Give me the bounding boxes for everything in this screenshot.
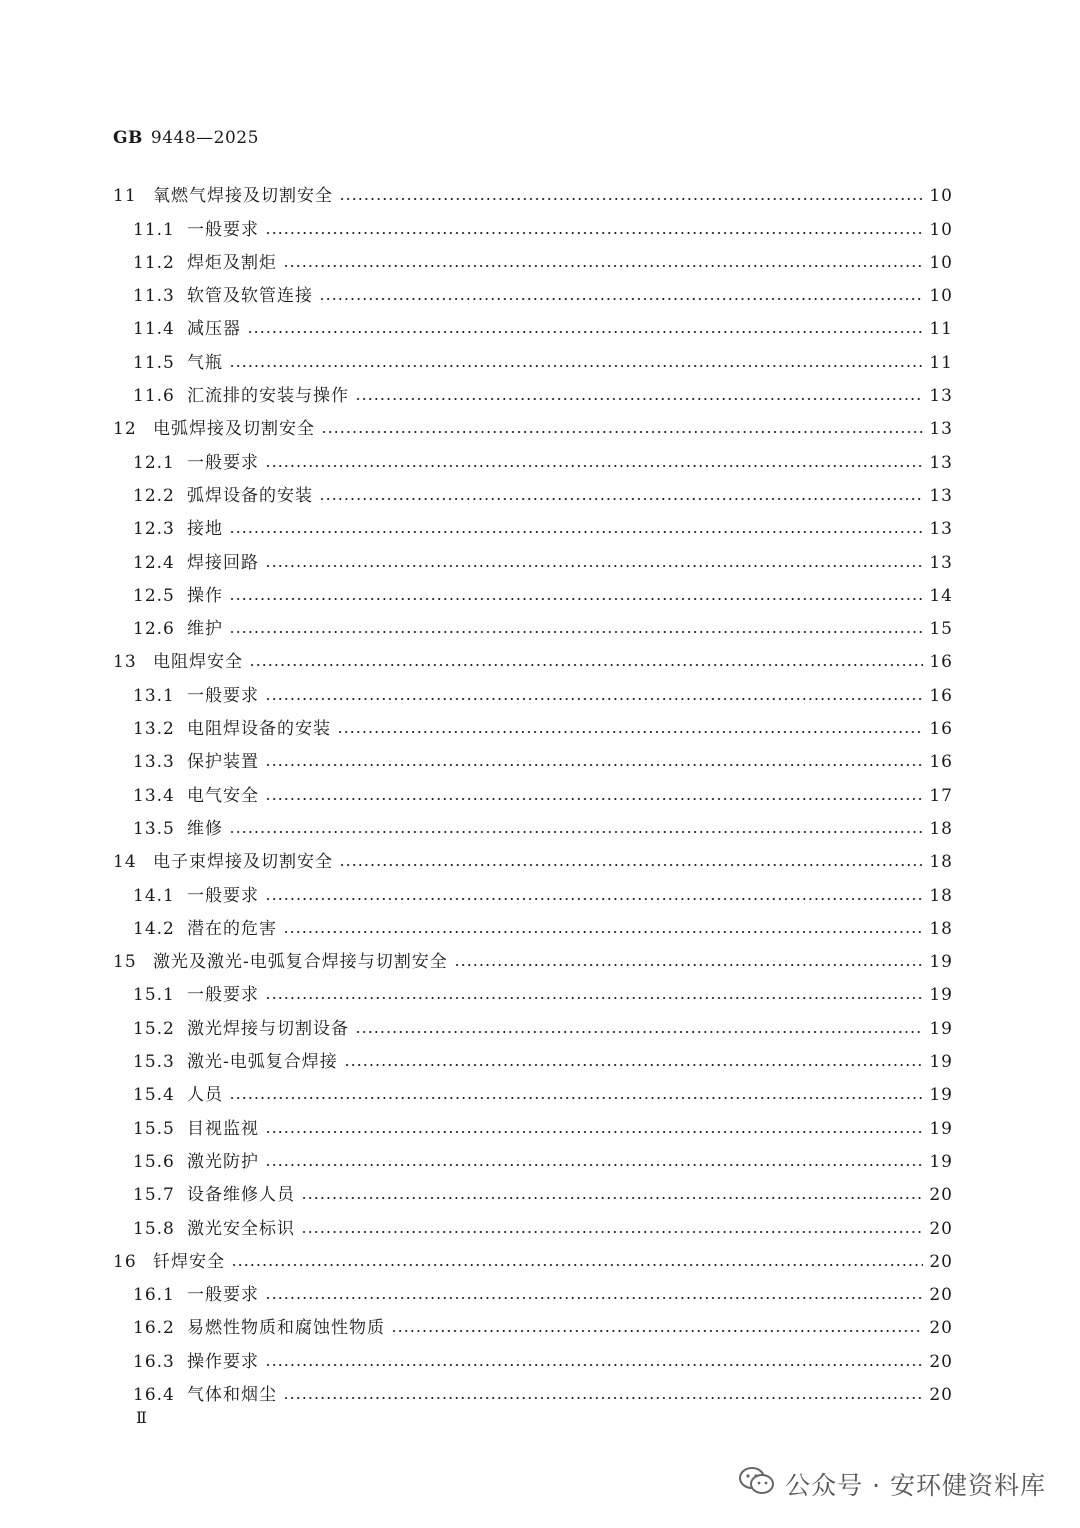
toc-entry — [113, 806, 953, 839]
toc-entry — [113, 872, 953, 905]
toc-entry-title: 操作要求 — [187, 1351, 259, 1372]
toc-leader-dots — [265, 1297, 923, 1299]
toc-leader-dots — [454, 964, 923, 966]
toc-entry-number: 12.2 — [133, 485, 175, 506]
toc-leader-dots — [229, 631, 923, 633]
toc-entry-number: 15.4 — [133, 1085, 175, 1106]
toc-entry — [113, 373, 953, 406]
toc-entry-page: 19 — [929, 1052, 953, 1073]
toc-entry — [113, 273, 953, 306]
toc-leader-dots — [229, 365, 923, 367]
toc-entry — [113, 1105, 953, 1138]
toc-entry-number: 11.4 — [133, 319, 175, 340]
toc-entry-title: 维护 — [187, 619, 223, 640]
toc-entry — [113, 1139, 953, 1172]
toc-leader-dots — [283, 1397, 923, 1399]
toc-entry-number: 15.1 — [133, 985, 175, 1006]
toc-entry-number: 16.4 — [133, 1384, 175, 1405]
toc-entry — [113, 240, 953, 273]
toc-entry-number: 13.4 — [133, 785, 175, 806]
toc-entry-page: 13 — [929, 386, 953, 407]
toc-entry — [113, 739, 953, 772]
toc-leader-dots — [319, 298, 923, 300]
toc-entry-page: 18 — [929, 852, 953, 873]
toc-entry — [113, 1172, 953, 1205]
toc-entry-title: 减压器 — [187, 319, 241, 340]
toc-entry-number: 12.5 — [133, 585, 175, 606]
toc-entry-number: 11.2 — [133, 252, 175, 273]
toc-entry-page: 20 — [929, 1351, 953, 1372]
toc-entry-title: 软管及软管连接 — [187, 286, 313, 307]
toc-entry-title: 一般要求 — [187, 1285, 259, 1306]
toc-entry-page: 16 — [929, 752, 953, 773]
toc-entry-title: 激光防护 — [187, 1151, 259, 1172]
toc-leader-dots — [339, 864, 923, 866]
toc-entry — [113, 473, 953, 506]
toc-leader-dots — [355, 398, 923, 400]
toc-entry-page: 13 — [929, 452, 953, 473]
toc-entry-number: 16 — [113, 1251, 137, 1272]
toc-entry-title: 电子束焊接及切割安全 — [153, 852, 333, 873]
toc-entry — [113, 839, 953, 872]
toc-entry — [113, 506, 953, 539]
toc-leader-dots — [283, 265, 923, 267]
toc-entry-page: 18 — [929, 918, 953, 939]
toc-leader-dots — [265, 764, 923, 766]
toc-entry — [113, 539, 953, 572]
toc-entry-page: 11 — [929, 319, 953, 340]
toc-entry-title: 激光-电弧复合焊接 — [187, 1052, 338, 1073]
toc-entry — [113, 1239, 953, 1272]
toc-entry — [113, 1372, 953, 1405]
toc-entry — [113, 306, 953, 339]
toc-leader-dots — [229, 531, 923, 533]
toc-entry-title: 焊接回路 — [187, 552, 259, 573]
toc-entry-number: 14.2 — [133, 918, 175, 939]
toc-entry-title: 气瓶 — [187, 352, 223, 373]
toc-entry-number: 14 — [113, 852, 137, 873]
toc-entry-number: 16.2 — [133, 1318, 175, 1339]
toc-entry-number: 15.5 — [133, 1118, 175, 1139]
toc-entry-title: 电阻焊设备的安装 — [187, 719, 331, 740]
toc-entry — [113, 606, 953, 639]
toc-entry-number: 16.1 — [133, 1285, 175, 1306]
toc-entry — [113, 639, 953, 672]
toc-entry-title: 一般要求 — [187, 452, 259, 473]
toc-entry-number: 15.7 — [133, 1185, 175, 1206]
toc-entry-title: 易燃性物质和腐蚀性物质 — [187, 1318, 385, 1339]
toc-leader-dots — [319, 498, 923, 500]
toc-entry-title: 电气安全 — [187, 785, 259, 806]
toc-entry-number: 15 — [113, 952, 137, 973]
toc-entry-page: 20 — [929, 1318, 953, 1339]
toc-entry-page: 16 — [929, 652, 953, 673]
toc-entry-number: 11.6 — [133, 386, 175, 407]
toc-entry — [113, 573, 953, 606]
toc-entry-page: 14 — [929, 585, 953, 606]
toc-entry-title: 目视监视 — [187, 1118, 259, 1139]
toc-entry-number: 12.6 — [133, 619, 175, 640]
toc-entry-number: 13 — [113, 652, 137, 673]
toc-leader-dots — [247, 331, 923, 333]
toc-leader-dots — [339, 198, 923, 200]
toc-entry-number: 12.4 — [133, 552, 175, 573]
toc-entry-title: 一般要求 — [187, 685, 259, 706]
toc-entry-number: 11.3 — [133, 286, 175, 307]
toc-entry-number: 12 — [113, 419, 137, 440]
toc-leader-dots — [229, 598, 923, 600]
toc-leader-dots — [344, 1064, 923, 1066]
toc-entry-page: 11 — [929, 352, 953, 373]
toc-entry — [113, 706, 953, 739]
toc-entry-title: 一般要求 — [187, 985, 259, 1006]
toc-entry-page: 13 — [929, 552, 953, 573]
toc-leader-dots — [337, 731, 923, 733]
toc-entry-page: 13 — [929, 419, 953, 440]
toc-entry — [113, 1072, 953, 1105]
toc-entry — [113, 206, 953, 239]
toc-entry-page: 20 — [929, 1218, 953, 1239]
toc-entry-page: 20 — [929, 1185, 953, 1206]
toc-entry-title: 弧焊设备的安装 — [187, 485, 313, 506]
watermark-text: 公众号 · 安环健资料库 — [785, 1471, 1046, 1500]
toc-entry-page: 19 — [929, 985, 953, 1006]
toc-entry — [113, 439, 953, 472]
watermark — [739, 1466, 1046, 1502]
toc-entry-title: 氧燃气焊接及切割安全 — [153, 186, 333, 207]
toc-entry-page: 20 — [929, 1285, 953, 1306]
toc-entry — [113, 173, 953, 206]
toc-entry — [113, 1039, 953, 1072]
toc-entry — [113, 1205, 953, 1238]
toc-leader-dots — [283, 931, 923, 933]
toc-entry — [113, 406, 953, 439]
toc-entry-number: 11 — [113, 186, 137, 207]
toc-entry-page: 15 — [929, 619, 953, 640]
toc-entry-number: 13.2 — [133, 719, 175, 740]
toc-entry — [113, 1338, 953, 1371]
toc-entry-page: 16 — [929, 719, 953, 740]
standard-code: 9448—2025 — [150, 128, 259, 148]
toc-entry-page: 10 — [929, 252, 953, 273]
toc-entry — [113, 339, 953, 372]
toc-entry-title: 气体和烟尘 — [187, 1384, 277, 1405]
toc-entry-page: 17 — [929, 785, 953, 806]
toc-leader-dots — [391, 1330, 923, 1332]
toc-entry-title: 电弧焊接及切割安全 — [153, 419, 315, 440]
toc-entry-number: 13.1 — [133, 685, 175, 706]
toc-entry — [113, 1305, 953, 1338]
toc-entry-number: 11.1 — [133, 219, 175, 240]
document-header — [113, 128, 259, 148]
toc-leader-dots — [265, 997, 923, 999]
toc-entry-number: 15.6 — [133, 1151, 175, 1172]
toc-leader-dots — [265, 898, 923, 900]
toc-entry-title: 激光安全标识 — [187, 1218, 295, 1239]
toc-entry-page: 20 — [929, 1384, 953, 1405]
toc-entry-number: 15.3 — [133, 1052, 175, 1073]
toc-entry — [113, 1272, 953, 1305]
toc-leader-dots — [265, 798, 923, 800]
toc-leader-dots — [301, 1231, 923, 1233]
toc-entry-page: 19 — [929, 1085, 953, 1106]
toc-entry-page: 18 — [929, 885, 953, 906]
toc-entry-title: 设备维修人员 — [187, 1185, 295, 1206]
toc-leader-dots — [301, 1197, 923, 1199]
toc-entry-title: 保护装置 — [187, 752, 259, 773]
toc-entry-title: 激光及激光-电弧复合焊接与切割安全 — [153, 952, 448, 973]
page-number: Ⅱ — [136, 1408, 147, 1427]
toc-entry-number: 12.3 — [133, 519, 175, 540]
toc-entry-number: 12.1 — [133, 452, 175, 473]
toc-leader-dots — [265, 565, 923, 567]
toc-leader-dots — [265, 1164, 923, 1166]
toc-entry-title: 一般要求 — [187, 219, 259, 240]
toc-entry-number: 16.3 — [133, 1351, 175, 1372]
toc-entry-number: 13.3 — [133, 752, 175, 773]
toc-entry-page: 19 — [929, 1018, 953, 1039]
toc-entry-title: 激光焊接与切割设备 — [187, 1018, 349, 1039]
toc-entry — [113, 906, 953, 939]
toc-leader-dots — [355, 1031, 923, 1033]
toc-entry-number: 11.5 — [133, 352, 175, 373]
toc-entry — [113, 672, 953, 705]
wechat-icon — [739, 1466, 775, 1502]
toc-entry-number: 14.1 — [133, 885, 175, 906]
toc-entry-number: 15.8 — [133, 1218, 175, 1239]
toc-leader-dots — [229, 1097, 923, 1099]
toc-entry-title: 焊炬及割炬 — [187, 252, 277, 273]
toc-entry-page: 20 — [929, 1251, 953, 1272]
toc-leader-dots — [265, 465, 923, 467]
toc-entry-number: 15.2 — [133, 1018, 175, 1039]
table-of-contents — [113, 173, 953, 1405]
toc-entry-title: 一般要求 — [187, 885, 259, 906]
toc-entry-page: 19 — [929, 952, 953, 973]
toc-entry-number: 13.5 — [133, 818, 175, 839]
toc-entry-page: 10 — [929, 219, 953, 240]
toc-entry — [113, 939, 953, 972]
toc-leader-dots — [321, 431, 923, 433]
toc-entry-title: 潜在的危害 — [187, 918, 277, 939]
toc-leader-dots — [229, 831, 923, 833]
toc-leader-dots — [265, 1364, 923, 1366]
toc-entry-title: 人员 — [187, 1085, 223, 1106]
toc-leader-dots — [265, 698, 923, 700]
toc-entry-page: 19 — [929, 1151, 953, 1172]
toc-entry — [113, 972, 953, 1005]
toc-entry-page: 10 — [929, 286, 953, 307]
toc-entry-title: 电阻焊安全 — [153, 652, 243, 673]
toc-entry-page: 10 — [929, 186, 953, 207]
toc-entry-page: 13 — [929, 485, 953, 506]
toc-entry-title: 钎焊安全 — [153, 1251, 225, 1272]
toc-entry — [113, 1005, 953, 1038]
toc-leader-dots — [265, 1131, 923, 1133]
toc-entry — [113, 772, 953, 805]
toc-entry-title: 维修 — [187, 818, 223, 839]
toc-leader-dots — [249, 664, 923, 666]
toc-entry-title: 操作 — [187, 585, 223, 606]
standard-prefix: GB — [113, 128, 143, 148]
toc-entry-page: 19 — [929, 1118, 953, 1139]
toc-entry-title: 汇流排的安装与操作 — [187, 386, 349, 407]
toc-leader-dots — [265, 232, 923, 234]
toc-leader-dots — [231, 1264, 923, 1266]
toc-entry-page: 16 — [929, 685, 953, 706]
toc-entry-page: 13 — [929, 519, 953, 540]
toc-entry-page: 18 — [929, 818, 953, 839]
toc-entry-title: 接地 — [187, 519, 223, 540]
